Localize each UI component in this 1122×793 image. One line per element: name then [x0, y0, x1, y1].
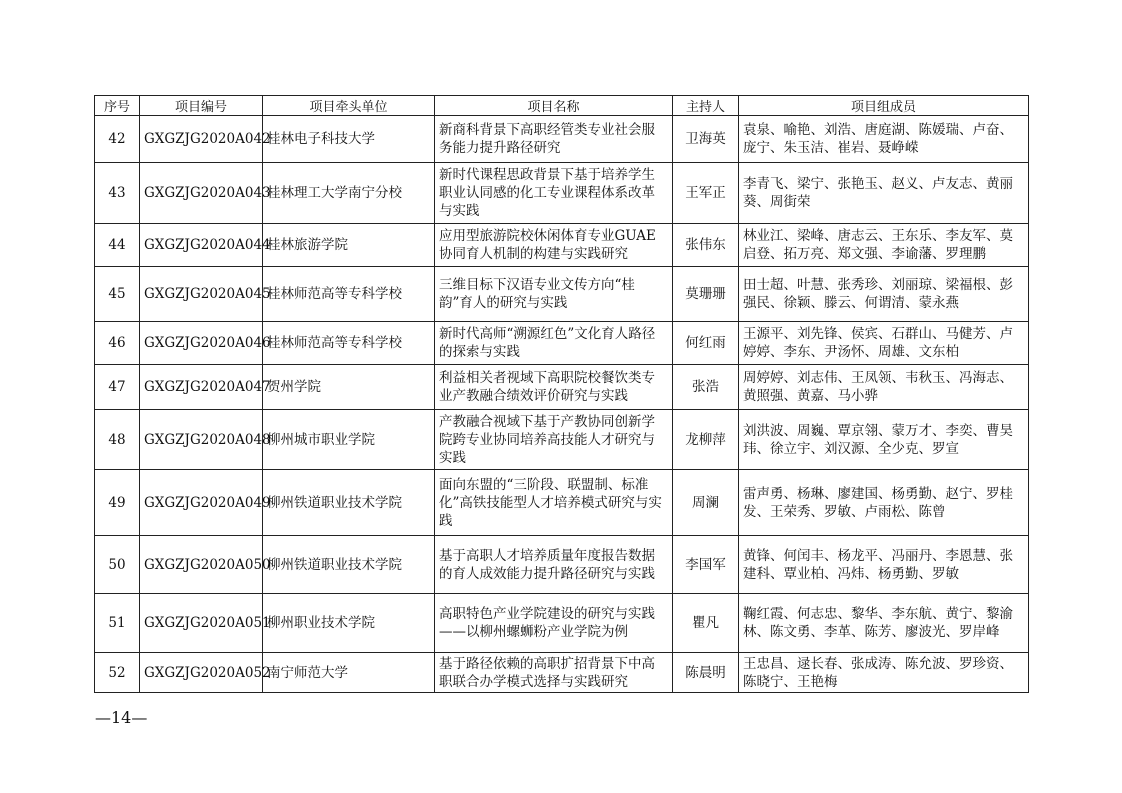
cell-unit: 桂林电子科技大学	[263, 116, 435, 163]
cell-members: 鞠红霞、何志忠、黎华、李东航、黄宁、黎渝林、陈文勇、李革、陈芳、廖波光、罗岸峰	[739, 594, 1029, 653]
cell-members: 田士超、叶慧、张秀珍、刘丽琼、梁福根、彭强民、徐颖、滕云、何谓清、蒙永燕	[739, 267, 1029, 322]
cell-name: 新商科背景下高职经管类专业社会服务能力提升路径研究	[435, 116, 673, 163]
table-row	[95, 365, 1029, 410]
table-row	[95, 163, 1029, 224]
cell-unit: 贺州学院	[263, 365, 435, 410]
cell-seq: 44	[95, 224, 140, 267]
cell-code: GXGZJG2020A047	[140, 365, 263, 410]
cell-unit: 南宁师范大学	[263, 653, 435, 693]
table-row	[95, 267, 1029, 322]
cell-unit: 桂林师范高等专科学校	[263, 322, 435, 365]
cell-code: GXGZJG2020A050	[140, 536, 263, 594]
cell-host: 莫珊珊	[673, 267, 739, 322]
cell-name: 产教融合视域下基于产教协同创新学院跨专业协同培养高技能人才研究与实践	[435, 410, 673, 470]
cell-name: 利益相关者视域下高职院校餐饮类专业产教融合绩效评价研究与实践	[435, 365, 673, 410]
cell-members: 李青飞、梁宁、张艳玉、赵义、卢友志、黄丽葵、周街荣	[739, 163, 1029, 224]
cell-name: 高职特色产业学院建设的研究与实践——以柳州螺蛳粉产业学院为例	[435, 594, 673, 653]
cell-members: 王忠昌、逯长春、张成涛、陈允波、罗珍资、陈晓宁、王艳梅	[739, 653, 1029, 693]
cell-host: 王军正	[673, 163, 739, 224]
cell-unit: 柳州铁道职业技术学院	[263, 536, 435, 594]
cell-host: 周澜	[673, 470, 739, 536]
table-row	[95, 322, 1029, 365]
cell-unit: 柳州城市职业学院	[263, 410, 435, 470]
cell-members: 雷声勇、杨琳、廖建国、杨勇勤、赵宁、罗桂发、王荣秀、罗敏、卢雨松、陈曾	[739, 470, 1029, 536]
header-unit: 项目牵头单位	[263, 96, 435, 116]
cell-code: GXGZJG2020A049	[140, 470, 263, 536]
cell-name: 基于路径依赖的高职扩招背景下中高职联合办学模式选择与实践研究	[435, 653, 673, 693]
header-members: 项目组成员	[739, 96, 1029, 116]
cell-seq: 49	[95, 470, 140, 536]
page-number: —14—	[95, 708, 148, 727]
table-row	[95, 410, 1029, 470]
cell-name: 基于高职人才培养质量年度报告数据的育人成效能力提升路径研究与实践	[435, 536, 673, 594]
cell-seq: 42	[95, 116, 140, 163]
header-host: 主持人	[673, 96, 739, 116]
cell-host: 何红雨	[673, 322, 739, 365]
cell-host: 张浩	[673, 365, 739, 410]
cell-host: 卫海英	[673, 116, 739, 163]
cell-seq: 45	[95, 267, 140, 322]
cell-seq: 48	[95, 410, 140, 470]
cell-host: 张伟东	[673, 224, 739, 267]
cell-seq: 46	[95, 322, 140, 365]
header-seq: 序号	[95, 96, 140, 116]
cell-members: 林业江、梁峰、唐志云、王东乐、李友军、莫启登、拓万亮、郑文强、李谕藩、罗理鹏	[739, 224, 1029, 267]
cell-unit: 柳州职业技术学院	[263, 594, 435, 653]
cell-code: GXGZJG2020A044	[140, 224, 263, 267]
cell-host: 陈晨明	[673, 653, 739, 693]
cell-unit: 桂林师范高等专科学校	[263, 267, 435, 322]
cell-seq: 52	[95, 653, 140, 693]
cell-name: 新时代课程思政背景下基于培养学生职业认同感的化工专业课程体系改革与实践	[435, 163, 673, 224]
table-row	[95, 653, 1029, 693]
cell-code: GXGZJG2020A043	[140, 163, 263, 224]
cell-members: 王源平、刘先锋、侯宾、石群山、马健芳、卢婷婷、李东、尹汤怀、周雄、文东柏	[739, 322, 1029, 365]
cell-seq: 43	[95, 163, 140, 224]
cell-unit: 桂林旅游学院	[263, 224, 435, 267]
cell-unit: 桂林理工大学南宁分校	[263, 163, 435, 224]
header-name: 项目名称	[435, 96, 673, 116]
cell-name: 三维目标下汉语专业文传方向“桂韵”育人的研究与实践	[435, 267, 673, 322]
table-row	[95, 470, 1029, 536]
cell-name: 应用型旅游院校休闲体育专业GUAE协同育人机制的构建与实践研究	[435, 224, 673, 267]
cell-seq: 51	[95, 594, 140, 653]
cell-code: GXGZJG2020A051	[140, 594, 263, 653]
cell-seq: 50	[95, 536, 140, 594]
cell-code: GXGZJG2020A045	[140, 267, 263, 322]
cell-name: 面向东盟的“三阶段、联盟制、标准化”高铁技能型人才培养模式研究与实践	[435, 470, 673, 536]
table-row	[95, 116, 1029, 163]
cell-members: 周婷婷、刘志伟、王凤领、韦秋玉、冯海志、黄照强、黄嘉、马小骅	[739, 365, 1029, 410]
cell-seq: 47	[95, 365, 140, 410]
cell-host: 瞿凡	[673, 594, 739, 653]
cell-members: 刘洪波、周巍、覃京翎、蒙万才、李奕、曹昊玮、徐立宇、刘汉源、全少克、罗宣	[739, 410, 1029, 470]
cell-code: GXGZJG2020A046	[140, 322, 263, 365]
project-table	[94, 95, 1029, 693]
cell-code: GXGZJG2020A042	[140, 116, 263, 163]
cell-code: GXGZJG2020A052	[140, 653, 263, 693]
table-row	[95, 536, 1029, 594]
cell-members: 黄锋、何闰丰、杨龙平、冯丽丹、李恩慧、张建科、覃业柏、冯炜、杨勇勤、罗敏	[739, 536, 1029, 594]
table-header-row	[95, 96, 1029, 116]
header-code: 项目编号	[140, 96, 263, 116]
table-row	[95, 224, 1029, 267]
cell-host: 李国军	[673, 536, 739, 594]
cell-name: 新时代高师“溯源红色”文化育人路径的探索与实践	[435, 322, 673, 365]
cell-host: 龙柳萍	[673, 410, 739, 470]
cell-members: 袁泉、喻艳、刘浩、唐庭湖、陈媛瑞、卢奋、庞宁、朱玉洁、崔岩、聂峥嵘	[739, 116, 1029, 163]
cell-code: GXGZJG2020A048	[140, 410, 263, 470]
table-row	[95, 594, 1029, 653]
cell-unit: 柳州铁道职业技术学院	[263, 470, 435, 536]
